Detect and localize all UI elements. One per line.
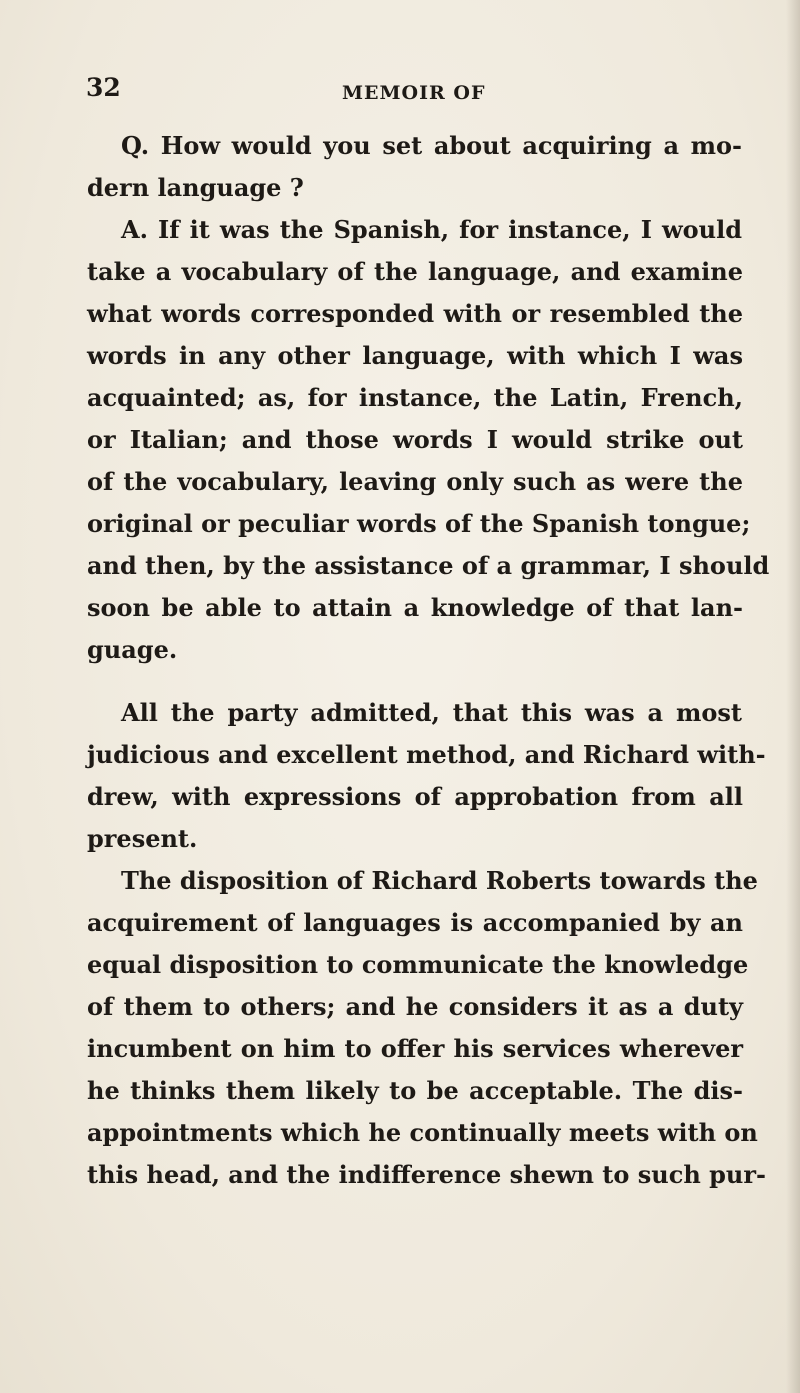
text-line: words in any other language, with which I was: [87, 341, 743, 370]
text-line: appointments which he continually meets with on: [87, 1118, 758, 1147]
text-line: equal disposition to communicate the knowledge: [87, 950, 749, 979]
text-line: judicious and excellent method, and Richard with-: [87, 740, 766, 769]
text-line: present.: [87, 824, 198, 853]
text-line: of the vocabulary, leaving only such as were the: [87, 467, 743, 496]
text-line: he thinks them likely to be acceptable. The dis-: [87, 1076, 743, 1105]
text-line: what words corresponded with or resembled the: [87, 299, 743, 328]
text-line: original or peculiar words of the Spanish tongue;: [87, 509, 751, 538]
text-line: acquainted; as, for instance, the Latin, French,: [87, 383, 743, 412]
page-edge-shadow: [786, 0, 800, 1393]
text-line: incumbent on him to offer his services wherever: [87, 1034, 743, 1063]
text-line: A. If it was the Spanish, for instance, I would: [121, 215, 742, 244]
text-line: soon be able to attain a knowledge of that lan-: [87, 593, 743, 622]
text-line: and then, by the assistance of a grammar, I should: [87, 551, 770, 580]
text-line: or Italian; and those words I would strike out: [87, 425, 743, 454]
text-line: acquirement of languages is accompanied by an: [87, 908, 743, 937]
page-number: 32: [86, 73, 121, 102]
text-line: drew, with expressions of approbation from all: [87, 782, 743, 811]
text-line: dern language ?: [87, 173, 304, 202]
text-line: The disposition of Richard Roberts towards the: [121, 866, 758, 895]
text-line: this head, and the indifference shewn to such pur-: [87, 1160, 766, 1189]
text-line: take a vocabulary of the language, and examine: [87, 257, 743, 286]
text-line: Q. How would you set about acquiring a mo-: [121, 131, 742, 160]
running-title: MEMOIR OF: [342, 82, 486, 104]
text-line: All the party admitted, that this was a most: [121, 698, 742, 727]
text-line: guage.: [87, 635, 178, 664]
text-line: of them to others; and he considers it as a duty: [87, 992, 743, 1021]
